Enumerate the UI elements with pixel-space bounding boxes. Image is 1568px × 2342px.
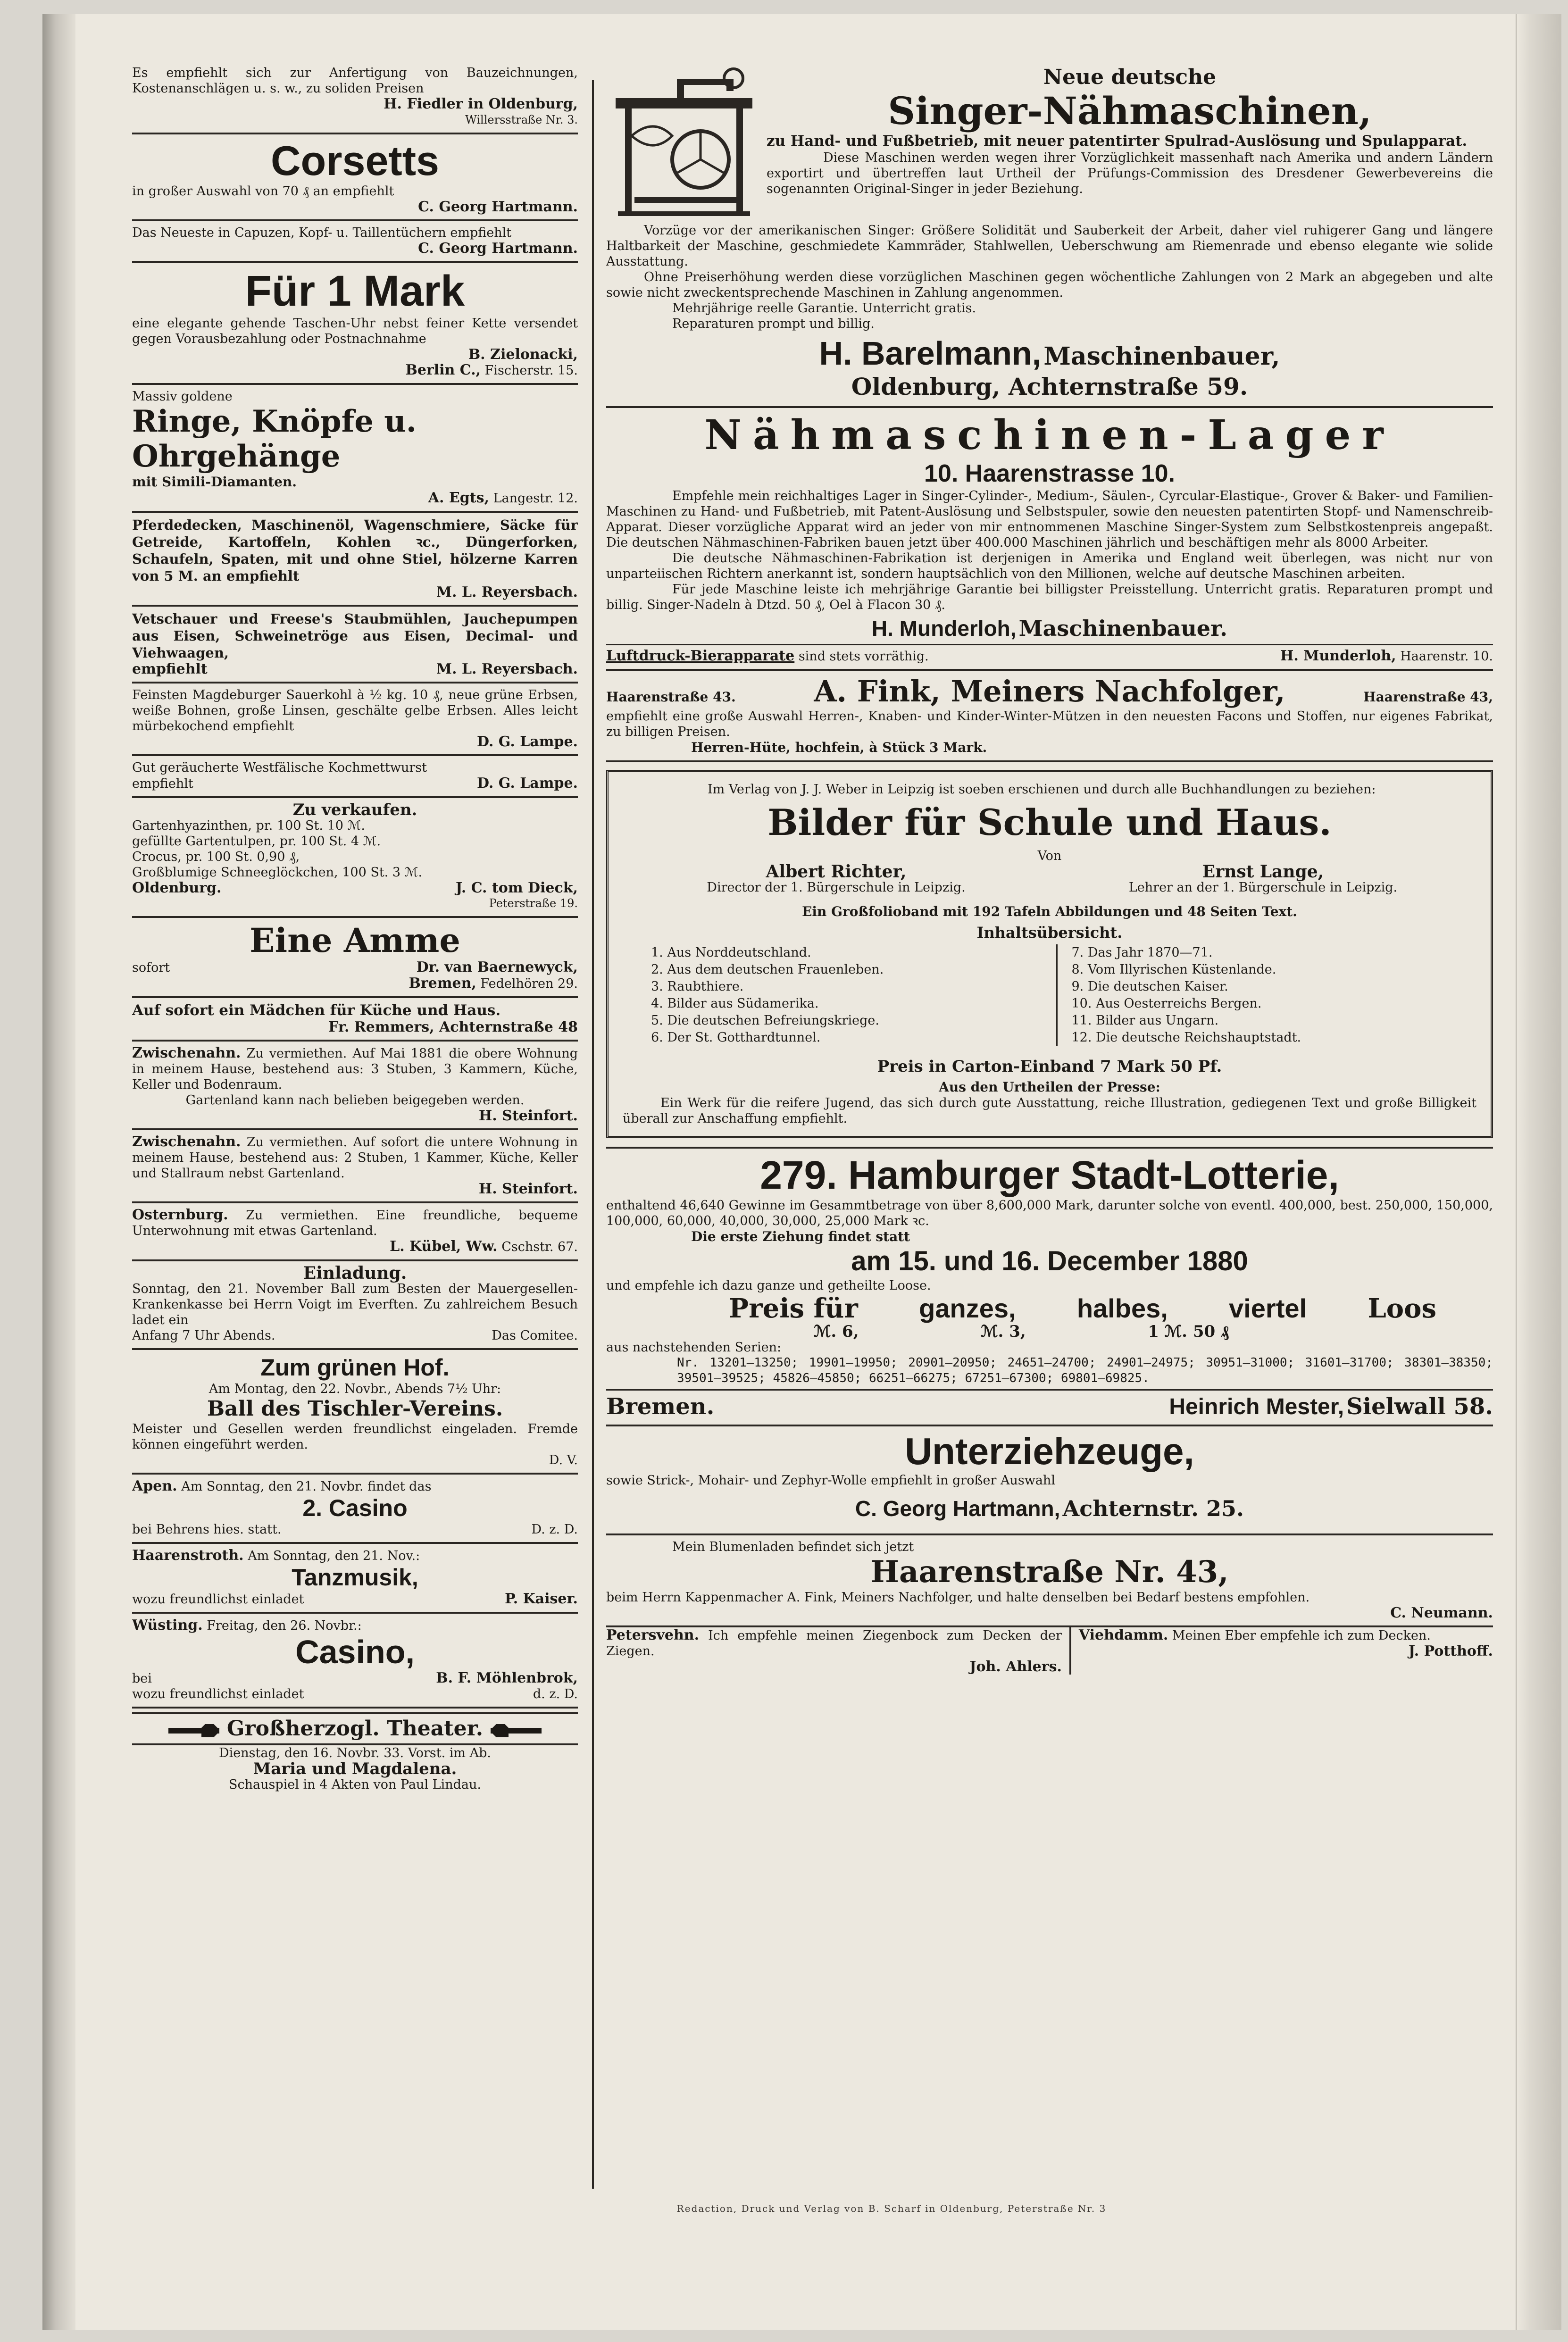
ad-address: Willersstraße Nr. 3. [465,113,578,126]
left-column [132,61,578,1797]
ad-einladung [132,1261,578,1350]
ad-text: mit Simili-Diamanten. [132,474,297,490]
ad-text2: Die deutsche Nähmaschinen-Fabrikation ist derjenigen in Amerika und England weit überlegen, was nicht nur von unparteiischen Richtern anerkannt ist, sondern hauptsächlich von den Millionen, welche auf deutsche Maschinen arbeiten. [606,551,1493,581]
price-quarter: viertel [1229,1293,1307,1323]
ad-text: Ich empfehle meinen Ziegenbock zum Decken der Ziegen. [606,1628,1062,1659]
ad-wuesting [132,1614,578,1709]
ad-signature: M. L. Reyersbach. [436,584,578,600]
ad-text: Es empfiehlt sich zur Anfertigung von Bauzeichnungen, Kostenanschlägen u. s. w., zu soliden Preisen [132,66,578,96]
price-label: Preis für [729,1293,858,1324]
ad-text2: Die erste Ziehung findet statt [691,1229,910,1244]
ad-text: Zu vermiethen. Eine freundliche, bequeme Unterwohnung mit etwas Gartenland. [132,1208,578,1238]
ad-title: Haarenstraße Nr. 43, [870,1554,1229,1590]
ad-paragraph-5: Reparaturen prompt und billig. [672,317,875,331]
ad-text: empfiehlt eine große Auswahl Herren-, Knaben- und Kinder-Winter-Mützen in den neuesten Facons und Stoffen, nur eigenes Fabrikat, zu billigen Preisen. [606,709,1493,739]
toc-list-left [651,944,1058,1046]
ad-text: Freitag, den 26. Novbr.: [207,1618,362,1633]
ad-row-bottom [606,1627,1493,1675]
page-fold-shadow [1516,14,1561,2330]
ad-text: Im Verlag von J. J. Weber in Leipzig ist soeben erschienen und durch alle Buchhandlungen zu beziehen: [708,782,1376,797]
ad-subtitle: Maria und Magdalena. [253,1759,457,1778]
ad-author-2-role: Lehrer an der 1. Bürgerschule in Leipzig. [1128,880,1398,895]
ad-footnote-address: Haarenstr. 10. [1400,649,1493,664]
ad-pferdedecken [132,513,578,607]
ad-text: Feinsten Magdeburger Sauerkohl à ½ kg. 10 ₰, neue grüne Erbsen, weiße Bohnen, große Linsen, geschälte gelbe Erbsen. Alles leicht mürbekochend empfiehlt [132,688,578,733]
ad-price: Preis in Carton-Einband 7 Mark 50 Pf. [877,1057,1222,1076]
ad-signature: Fr. Remmers, Achternstraße 48 [328,1019,578,1035]
price-whole: ganzes, [919,1293,1016,1323]
ad-city: Bremen, [409,975,476,992]
ad-signature: D. G. Lampe. [476,775,578,792]
ad-address: Fischerstr. 15. [484,363,578,378]
ad-text: Pferdedecken, Maschinenöl, Wagenschmiere, Säcke für Getreide, Kartoffeln, Kohlen ꝛc., Düngerforken, Schaufeln, Spaten, mit und ohne Stiel, hölzerne Karren von 5 M. an empfiehlt [132,517,578,584]
ad-fink [606,671,1493,762]
ad-quote: Ein Werk für die reifere Jugend, das sich durch gute Ausstattung, reiche Illustration, gediegenen Text und große Billigkeit überall zur Anschaffung empfiehlt. [623,1096,1476,1126]
ad-address: Oldenburg, Achternstraße 59. [851,373,1248,400]
toc-item: 3. Raubthiere. [651,979,744,994]
ad-zwischenahn-2 [132,1130,578,1203]
ad-signature: H. Munderloh, [871,616,1017,641]
ad-signature: L. Kübel, Ww. [390,1238,498,1255]
price-whole-value: ℳ. 6, [814,1322,859,1341]
ad-taschenuhr [132,263,578,385]
ad-text: Am Sonntag, den 21. Nov.: [248,1549,420,1563]
ad-series: Nr. 13201—13250; 19901—19950; 20901—20950; 24651—24700; 24901—24975; 30951—31000; 31601—31700; 38301—38350; 39501—39525; 45826—45850; 66251—66275; 67251—67300; 69801—69825. [677,1356,1493,1385]
ad-address: Fedelhören 29. [480,976,578,991]
ad-petersvehn [606,1627,1071,1675]
ad-text2: Gartenland kann nach belieben beigegeben werden. [185,1093,525,1108]
ad-address: Haarenstraße 43. [606,689,736,705]
ad-lotterie [606,1149,1493,1426]
ad-signature: A. Egts, [428,490,489,506]
ad-text: Meinen Eber empfehle ich zum Decken. [1172,1628,1431,1643]
ad-title: Einladung. [303,1263,407,1283]
price-quarter-value: 1 ℳ. 50 ₰ [1148,1322,1229,1341]
ad-gruener-hof [132,1350,578,1475]
ad-text: enthaltend 46,640 Gewinne im Gesammtbetrage von über 8,600,000 Mark, darunter solche von eventl. 400,000, best. 250,000, 150,000, 100,000, 60,000, 40,000, 30,000, 25,000 Mark ꝛc. [606,1198,1493,1228]
ad-signature: P. Kaiser. [505,1591,578,1607]
ad-series-label: aus nachstehenden Serien: [606,1340,782,1355]
ad-signature: C. Neumann. [1390,1605,1493,1621]
ad-label: empfiehlt [132,661,208,677]
ad-singer [606,61,1493,408]
ad-signature: H. Fiedler in Oldenburg, [384,96,578,112]
ad-heading: Osternburg. [132,1207,228,1223]
toc-item: 10. Aus Oesterreichs Bergen. [1071,996,1262,1011]
ad-press-heading: Aus den Urtheilen der Presse: [939,1079,1160,1095]
ad-text: Dienstag, den 16. Novbr. 33. Vorst. im Ab. [219,1746,491,1760]
ad-address: Langestr. 12. [493,491,578,506]
ad-theater [132,1709,578,1797]
ad-text2: wozu freundlichst einladet [132,1687,304,1701]
ad-signature: D. z. D. [531,1522,578,1537]
ad-corsetts [132,134,578,221]
ad-address: Achternstr. 25. [1062,1496,1244,1521]
ad-text2: Meister und Gesellen werden freundlichst eingeladen. Fremde können eingeführt werden. [132,1422,578,1452]
toc-item: 4. Bilder aus Südamerika. [651,996,819,1011]
toc-item: 6. Der St. Gotthardtunnel. [651,1030,821,1045]
ad-place: Oldenburg. [132,880,222,896]
ad-heading: Zwischenahn. [132,1045,241,1061]
ad-text: Auf sofort ein Mädchen für Küche und Haus. [132,1002,501,1019]
ad-signature: M. L. Reyersbach. [436,661,578,677]
ad-signature: H. Steinfort. [478,1181,578,1197]
ad-date: am 15. und 16. December 1880 [851,1246,1248,1276]
ad-line: Crocus, pr. 100 St. 0,90 ₰, [132,850,300,864]
toc-list-right [1058,944,1477,1046]
toc-item: 12. Die deutsche Reichshauptstadt. [1071,1030,1301,1045]
toc-item: 8. Vom Illyrischen Küstenlande. [1071,962,1276,977]
ad-toc-heading: Inhaltsübersicht. [976,924,1123,942]
ad-subtitle: zu Hand- und Fußbetrieb, mit neuer patentirter Spulrad-Auslösung und Spulapparat. [767,133,1468,150]
ad-text: Zu vermiethen. Auf sofort die untere Wohnung in meinem Hause, bestehend aus: 2 Stuben, 1 Kammer, Küche, Keller und Stallraum nebst Gartenland. [132,1135,578,1181]
pointing-hand-icon [490,1721,542,1740]
ad-signature: Joh. Ahlers. [969,1659,1062,1675]
ad-line: Herren-Hüte, hochfein, à Stück 3 Mark. [691,740,987,755]
ad-signature-2: d. z. D. [533,1687,578,1701]
ad-signature: Heinrich Mester, [1169,1394,1344,1419]
toc-item: 7. Das Jahr 1870—71. [1071,945,1213,960]
ad-signature-trade: Maschinenbauer, [1043,342,1280,371]
ad-text: Am Montag, den 22. Novbr., Abends 7½ Uhr: [209,1382,501,1396]
ad-title: 2. Casino [302,1495,408,1521]
ad-unterziehzeuge [606,1426,1493,1535]
ad-footnote: Luftdruck-Bierapparate [606,648,795,664]
ad-paragraph-2: Vorzüge vor der amerikanischen Singer: Größere Solidität und Sauberkeit der Arbeit, daher viel ruhigerer Gang und längere Haltbarkeit der Maschine, geschmiedete Kammräder, Stahlwellen, Ueberschwung am Riemenrade und ebenso elegante wie solide Ausstattung. [606,223,1493,269]
ad-zwischenahn-1 [132,1042,578,1130]
ad-signature: B. Zielonacki, [468,346,578,363]
newspaper-page [42,14,1561,2330]
pointing-hand-icon [168,1721,220,1740]
ad-pretext: bei [132,1671,152,1686]
column-divider [592,80,594,2189]
ad-author-2: Ernst Lange, [1202,862,1324,882]
ad-capuzen [132,221,578,263]
ad-von: Von [1037,849,1062,863]
ad-text2: Schauspiel in 4 Akten von Paul Lindau. [229,1777,481,1792]
ad-title: Nähmaschinen-Lager [704,411,1395,459]
ad-footnote-signature: H. Munderloh, [1280,648,1396,664]
ad-signature: Das Comitee. [492,1328,578,1343]
ad-apen [132,1475,578,1544]
ad-signature: C. Georg Hartmann, [855,1496,1060,1521]
ad-text2: wozu freundlichst einladet [132,1592,304,1607]
ad-maedchen [132,998,578,1042]
ad-author-1: Albert Richter, [766,862,907,882]
ad-text: Am Sonntag, den 21. Novbr. findet das [181,1479,432,1494]
ad-subtitle: Ball des Tischler-Vereins. [207,1397,503,1421]
ad-author-1-role: Director der 1. Bürgerschule in Leipzig. [707,880,966,895]
ad-viehdamm [1071,1627,1493,1675]
toc-item: 2. Aus dem deutschen Frauenleben. [651,962,884,977]
ad-text: sowie Strick-, Mohair- und Zephyr-Wolle empfiehlt in großer Auswahl [606,1473,1055,1488]
toc-item: 9. Die deutschen Kaiser. [1071,979,1228,994]
ad-blumenladen [606,1535,1493,1627]
ad-heading: Zwischenahn. [132,1133,241,1150]
ad-heading: Viehdamm. [1078,1627,1168,1643]
ad-text3: Für jede Maschine leiste ich mehrjährige Garantie bei billigster Preisstellung. Unterricht gratis. Reparaturen prompt und billig. Singer-Nadeln à Dtzd. 50 ₰, Oel à Flacon 30 ₰. [606,582,1493,612]
ad-heading: Wüsting. [132,1617,203,1634]
ad-address-2: Haarenstraße 43, [1363,689,1493,705]
ad-title: Singer-Nähmaschinen, [888,89,1372,133]
ad-signature: H. Barelmann, [819,335,1042,372]
ad-text2: bei Behrens hies. statt. [132,1522,282,1537]
ad-text: Zu vermiethen. Auf Mai 1881 die obere Wohnung in meinem Hause, bestehend aus: 3 Stuben, 3 Kammern, Küche, Keller und Bodenraum. [132,1046,578,1092]
ad-title: Tanzmusik, [292,1564,418,1591]
ad-signature: D. G. Lampe. [476,733,578,750]
ad-title: Corsetts [271,137,439,184]
ad-title: Ringe, Knöpfe u. Ohrgehänge [132,404,417,474]
price-loos: Loos [1368,1293,1436,1324]
toc-item: 11. Bilder aus Ungarn. [1071,1013,1219,1028]
ad-address: Sielwall 58. [1346,1393,1493,1420]
ad-heading: Petersvehn. [606,1627,700,1643]
ad-signature: B. F. Möhlenbrok, [436,1670,578,1686]
toc-item: 5. Die deutschen Befreiungskriege. [651,1013,879,1028]
ad-title: Unterziehzeuge, [905,1430,1194,1472]
sewing-machine-illustration [606,65,767,223]
ad-signature: J. C. tom Dieck, [455,880,578,896]
ad-signature: Dr. van Baernewyck, [416,959,578,975]
ad-title: Casino, [295,1634,415,1670]
ad-line: gefüllte Gartentulpen, pr. 100 St. 4 ℳ. [132,834,381,849]
ad-mettwurst [132,756,578,798]
ad-signature-trade: Maschinenbauer. [1018,616,1228,641]
ad-title: Für 1 Mark [245,267,465,315]
ad-title: A. Fink, Meiners Nachfolger, [814,674,1285,708]
price-half: halbes, [1076,1293,1168,1323]
ad-zu-verkaufen [132,798,578,918]
ad-text: Sonntag, den 21. November Ball zum Besten der Mauergesellen-Krankenkasse bei Herrn Voigt im Everften. Zu zahlreichem Besuch ladet ein [132,1282,578,1327]
ad-text: Gut geräucherte Westfälische Kochmettwurst [132,760,427,775]
ad-text: Vetschauer und Freese's Staubmühlen, Jauchepumpen aus Eisen, Schweinetröge aus Eisen, Decimal- und Viehwaagen, [132,611,578,661]
ad-line: Großblumige Schneeglöckchen, 100 St. 3 ℳ. [132,865,423,880]
ad-text: in großer Auswahl von 70 ₰ an empfiehlt [132,184,394,199]
ad-osternburg [132,1203,578,1261]
ad-heading: Apen. [132,1478,177,1494]
ad-heading: Haarenstroth. [132,1547,244,1564]
right-column [606,61,1493,1675]
ad-pretext: Neue deutsche [1043,65,1217,89]
imprint-footer: Redaction, Druck und Verlag von B. Scharf in Oldenburg, Peterstraße Nr. 3 [676,2203,1107,2214]
ad-naehmaschinen-lager [606,408,1493,671]
ad-address: 10. Haarenstrasse 10. [924,460,1175,487]
ad-text3: und empfehle ich dazu ganze und getheilte Loose. [606,1278,931,1293]
ad-haarenstroth [132,1544,578,1614]
ad-address: Peterstraße 19. [489,897,578,910]
ad-signature: D. V. [549,1453,578,1467]
ad-label: sofort [132,960,170,975]
ad-city: Bremen. [606,1393,715,1420]
ad-ringe [132,385,578,513]
ad-band: Ein Großfolioband mit 192 Tafeln Abbildungen und 48 Seiten Text. [802,904,1297,919]
ad-title: Großherzogl. Theater. [226,1717,484,1741]
ad-city: Berlin C., [405,362,481,378]
ad-amme [132,918,578,998]
binding-spine [42,14,75,2330]
ad-title: 279. Hamburger Stadt-Lotterie, [760,1153,1339,1197]
ad-line: Gartenhyazinthen, pr. 100 St. 10 ℳ. [132,818,365,833]
ad-weber-verlag [606,762,1493,1149]
ad-frame [606,770,1493,1138]
ad-title: Zum grünen Hof. [260,1354,450,1381]
ad-text: Empfehle mein reichhaltiges Lager in Singer-Cylinder-, Medium-, Säulen-, Cyrcular-Elastique-, Grover & Baker- und Familien-Maschinen zu Hand- und Fußbetrieb, mit Patent-Auslösung und Selbstspuler, sowie den neuesten patentirten Stopf- und Namenschreib-Apparat. Dieser vorzügliche Apparat wird an jeder von mir entnommenen Maschine Singer-System zum Selbstkostenpreis angepaßt. Die deutschen Nähmaschinen-Fabriken bauen jetzt über 400.000 Maschinen jährlich und beschäftigen mehr als 8000 Arbeiter. [606,489,1493,550]
ad-address: Cschstr. 67. [501,1240,578,1254]
ad-footnote-2: sind stets vorräthig. [798,649,929,664]
ad-pretext: Massiv goldene [132,389,233,404]
ad-signature: C. Georg Hartmann. [418,240,578,257]
ad-label: empfiehlt [132,776,193,791]
ad-signature: H. Steinfort. [478,1108,578,1124]
ad-staubmuehlen [132,607,578,683]
ad-paragraph-4: Mehrjährige reelle Garantie. Unterricht gratis. [672,301,976,316]
toc-item: 1. Aus Norddeutschland. [651,945,811,960]
ad-fiedler [132,61,578,134]
ad-text2: beim Herrn Kappenmacher A. Fink, Meiners Nachfolger, und halte denselben bei Bedarf bestens empfohlen. [606,1590,1310,1605]
ad-sauerkohl [132,683,578,756]
ad-text: eine elegante gehende Taschen-Uhr nebst feiner Kette versendet gegen Vorausbezahlung oder Postnachnahme [132,316,578,346]
ad-paragraph-1: Diese Maschinen werden wegen ihrer Vorzüglichkeit massenhaft nach Amerika und andern Ländern exportirt und übertreffen laut Urtheil der Prüfungs-Commission des Dresdener Gewerbevereins die sogenannten Original-Singer in jeder Beziehung. [767,150,1493,196]
ad-signature: J. Potthoff. [1408,1643,1493,1659]
ad-signature: C. Georg Hartmann. [418,199,578,215]
ad-text: Das Neueste in Capuzen, Kopf- u. Taillentüchern empfiehlt [132,225,512,240]
ad-start-time: Anfang 7 Uhr Abends. [132,1328,275,1343]
ad-title: Zu verkaufen. [292,800,417,819]
ad-paragraph-3: Ohne Preiserhöhung werden diese vorzüglichen Maschinen gegen wöchentliche Zahlungen von 2 Mark an abgegeben und alte sowie nicht zweckentsprechende Maschinen in Zahlung angenommen. [606,270,1493,300]
ad-title: Eine Amme [250,921,460,960]
ad-title: Bilder für Schule und Haus. [767,801,1332,843]
price-half-value: ℳ. 3, [981,1322,1026,1341]
ad-text: Mein Blumenladen befindet sich jetzt [672,1540,914,1554]
